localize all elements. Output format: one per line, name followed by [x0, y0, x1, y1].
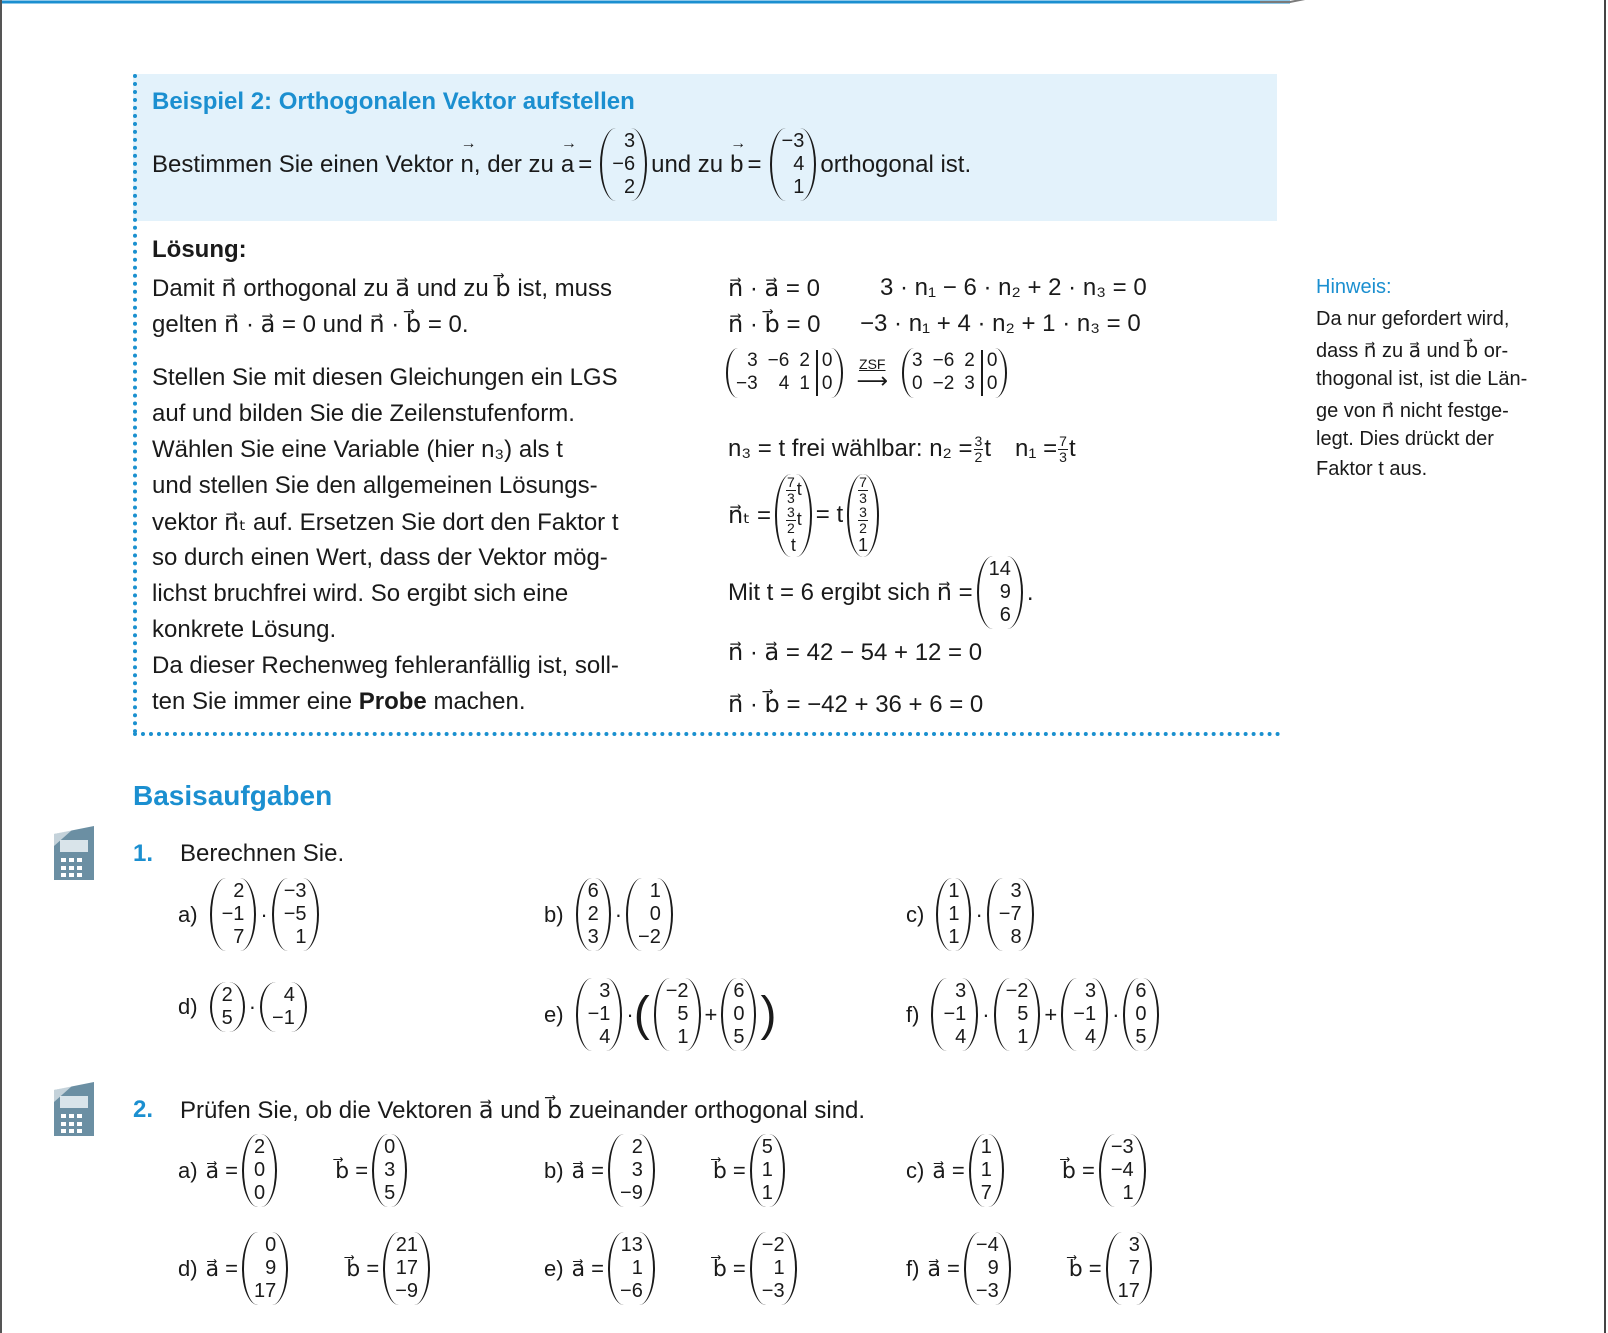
task-1b: b) 6 2 3 · 1 0 −2 — [544, 878, 677, 951]
task-suffix: orthogonal ist. — [820, 150, 972, 178]
vector-b: −3 4 1 — [770, 128, 817, 201]
example-dotted-bottom — [133, 732, 1281, 736]
solution-line-9: lichst bruchfrei wird. So ergibt sich eine — [152, 580, 569, 607]
task-mid2: und zu — [651, 150, 724, 178]
task-2b: b) a⃗ = 2 3 −9 b⃗ = 5 1 1 — [544, 1134, 789, 1207]
nt-vector-line: n⃗ₜ = $\frac{7}{3}$ t $\frac{3}{2}$ t t = t $\frac{7}{3}$ $\frac{3}{2}$ 1 — [728, 474, 883, 557]
task-mid1: , der zu — [473, 150, 554, 178]
solution-line-7: vektor n⃗ₜ auf. Ersetzen Sie dort den Faktor t — [152, 509, 619, 536]
calculator-icon — [52, 826, 96, 880]
task-1d: d) 2 5 · 4 −1 — [178, 982, 311, 1032]
solution-heading: Lösung: — [152, 236, 247, 263]
task-2e: e) a⃗ = 13 1 −6 b⃗ = −2 1 −3 — [544, 1232, 801, 1305]
check-line-1: n⃗ · a⃗ = 42 − 54 + 12 = 0 — [728, 639, 983, 666]
solution-line-2: gelten n⃗ · a⃗ = 0 und n⃗ · b⃗ = 0. — [152, 311, 469, 338]
calculator-icon — [52, 1082, 96, 1136]
hint-line-6: Faktor t aus. — [1316, 458, 1428, 480]
task-1f: f) 3 −1 4 · −2 5 1 + 3 −1 4 · 6 0 5 — [906, 978, 1163, 1051]
lgs-matrix-initial: 3 −6 2 −3 4 1 0 0 — [726, 348, 843, 398]
equation-1-left: n⃗ · a⃗ = 0 — [728, 275, 820, 302]
task-1c: c) 1 1 1 · 3 −7 8 — [906, 878, 1038, 951]
solution-line-12: ten Sie immer eine Probe machen. — [152, 688, 526, 715]
example-task: Bestimmen Sie einen Vektor → n , der zu → a = 3 −6 2 und zu → b = −3 4 1 orthogonal ist. — [152, 128, 971, 201]
solution-line-11: Da dieser Rechenweg fehleranfällig ist, soll- — [152, 652, 619, 679]
vector-b-symbol: → b — [730, 151, 743, 179]
task-1-text: Berechnen Sie. — [180, 840, 345, 867]
task-1-number: 1. — [133, 840, 154, 867]
equation-2-right: −3 · n₁ + 4 · n₂ + 1 · n₃ = 0 — [860, 310, 1141, 337]
nt-vector-1: $\frac{7}{3}$ t $\frac{3}{2}$ t t — [775, 474, 812, 557]
lgs-transformation — [726, 348, 1007, 398]
fraction-7-3: $\frac{7}{3}$ — [1059, 433, 1067, 465]
solution-line-8: so durch einen Wert, dass der Vektor mög- — [152, 544, 608, 571]
zsf-arrow: ZSF ⟶ — [856, 356, 889, 393]
equation-2-left: n⃗ · b⃗ = 0 — [728, 311, 821, 338]
example-title: Beispiel 2: Orthogonalen Vektor aufstellen — [152, 88, 635, 115]
task-2f: f) a⃗ = −4 9 −3 b⃗ = 3 7 17 — [906, 1232, 1156, 1305]
concrete-solution-line: Mit t = 6 ergibt sich n⃗ = 14 9 6 . — [728, 556, 1034, 629]
solution-line-3: Stellen Sie mit diesen Gleichungen ein LGS — [152, 364, 618, 391]
solution-line-1: Damit n⃗ orthogonal zu a⃗ und zu b⃗ ist, muss — [152, 275, 613, 302]
solution-line-6: und stellen Sie den allgemeinen Lösungs- — [152, 472, 598, 499]
task-prefix: Bestimmen Sie einen Vektor — [152, 150, 454, 178]
free-variable-line: n₃ = t frei wählbar: n₂ = $\frac{3}{2}$ t n₁ = $\frac{7}{3}$ t — [728, 433, 1076, 465]
lgs-matrix-zsf: 3 −6 2 0 −2 3 0 0 — [902, 348, 1007, 398]
hint-line-2: dass n⃗ zu a⃗ und b⃗ or- — [1316, 340, 1509, 362]
basis-heading: Basisaufgaben — [133, 780, 333, 811]
task-2a: a) a⃗ = 2 0 0 b⃗ = 0 3 5 — [178, 1134, 411, 1207]
solution-line-10: konkrete Lösung. — [152, 616, 337, 643]
task-1a: a) 2 −1 7 · −3 −5 1 — [178, 878, 323, 951]
example-dotted-left — [133, 74, 137, 734]
equation-1-right: 3 · n₁ − 6 · n₂ + 2 · n₃ = 0 — [880, 274, 1147, 301]
vector-a: 3 −6 2 — [600, 128, 647, 201]
check-line-2: n⃗ · b⃗ = −42 + 36 + 6 = 0 — [728, 691, 984, 718]
hint-line-3: thogonal ist, ist die Län- — [1316, 368, 1528, 390]
task-2-text: Prüfen Sie, ob die Vektoren a⃗ und b⃗ zueinander orthogonal sind. — [180, 1097, 866, 1124]
task-2c: c) a⃗ = 1 1 7 b⃗ = −3 −4 1 — [906, 1134, 1150, 1207]
hint-title: Hinweis: — [1316, 276, 1392, 298]
vector-n-symbol: → n — [461, 151, 474, 179]
hint-line-5: legt. Dies drückt der — [1316, 428, 1494, 450]
hint-line-4: ge von n⃗ nicht festge- — [1316, 400, 1509, 422]
task-2d: d) a⃗ = 0 9 17 b⃗ = 21 17 −9 — [178, 1232, 434, 1305]
solution-line-5: Wählen Sie eine Variable (hier n₃) als t — [152, 436, 563, 463]
task-2-number: 2. — [133, 1096, 154, 1123]
vector-a-symbol: → a — [561, 151, 574, 179]
n-vector-result: 14 9 6 — [977, 556, 1023, 629]
hint-line-1: Da nur gefordert wird, — [1316, 308, 1510, 330]
solution-line-4: auf und bilden Sie die Zeilenstufenform. — [152, 400, 575, 427]
task-1e: e) 3 −1 4 · ( −2 5 1 + 6 0 5 ) — [544, 978, 776, 1051]
fraction-3-2: $\frac{3}{2}$ — [974, 433, 983, 465]
probe-bold: Probe — [358, 688, 427, 715]
nt-vector-2: $\frac{7}{3}$ $\frac{3}{2}$ 1 — [847, 474, 879, 557]
